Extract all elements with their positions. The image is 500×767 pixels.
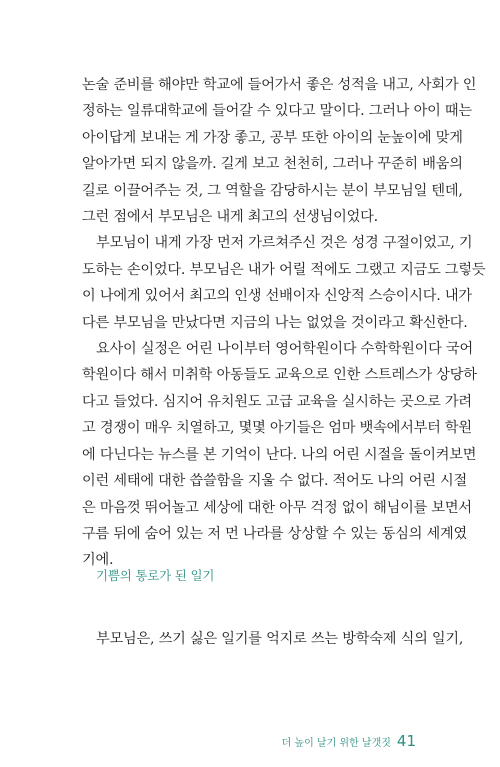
text-line: 부모님은, 쓰기 싫은 일기를 억지로 쓰는 방학숙제 식의 일기, [96,631,464,647]
body-text [82,72,486,574]
text-line: 요사이 실정은 어린 나이부터 영어학원이다 수학학원이다 국어 [96,341,473,358]
section-heading: 기쁨의 통로가 된 일기 [96,568,215,583]
text-line: 다고 들었다. 심지어 유치원도 고급 교육을 실시하는 곳으로 가려 [82,393,472,410]
text-line: 이런 세태에 대한 씁쓸함을 지울 수 없다. 적어도 나의 어린 시절 [82,473,468,490]
text-line: 부모님이 내게 가장 먼저 가르쳐주신 것은 성경 구절이었고, 기 [96,235,473,252]
text-line: 아이답게 보내는 게 가장 좋고, 공부 또한 아이의 눈높이에 맞게 [82,129,463,146]
text-line: 고 경쟁이 매우 치열하고, 몇몇 아기들은 엄마 뱃속에서부터 학원 [82,420,472,437]
text-line: 정하는 일류대학교에 들어갈 수 있다고 말이다. 그러나 아이 때는 [82,103,472,120]
running-head: 더 높이 날기 위한 날갯짓 [281,738,391,749]
text-line: 이 나에게 있어서 최고의 인생 선배이자 신앙적 스승이시다. 내가 [82,288,472,305]
text-line: 학원이다 해서 미취학 아동들도 교육으로 인한 스트레스가 상당하 [82,367,477,384]
text-line: 길로 이끌어주는 것, 그 역할을 감당하시는 분이 부모님일 텐데, [82,182,463,199]
text-line: 알아가면 되지 않을까. 길게 보고 천천히, 그러나 꾸준히 배움의 [82,156,463,173]
text-line: 다른 부모님을 만났다면 지금의 나는 없었을 것이라고 확신한다. [82,314,468,331]
text-line: 기에. [82,552,114,569]
page-footer [282,732,416,750]
text-line: 그런 점에서 부모님은 내게 최고의 선생님이었다. [82,209,378,226]
text-line: 도하는 손이었다. 부모님은 내가 어릴 적에도 그랬고 지금도 그렇듯 [82,261,486,278]
text-line: 에 다닌다는 뉴스를 본 기억이 난다. 나의 어린 시절을 돌이켜보면 [82,446,477,463]
text-line: 논술 준비를 해야만 학교에 들어가서 좋은 성적을 내고, 사회가 인 [82,77,477,93]
page-number: 41 [396,732,416,750]
text-line: 구름 뒤에 숨어 있는 저 먼 나라를 상상할 수 있는 동심의 세계였 [82,525,468,542]
text-line: 은 마음껏 뛰어놀고 세상에 대한 아무 걱정 없이 해님이를 보면서 [82,499,472,516]
body-text-continued [82,626,464,652]
